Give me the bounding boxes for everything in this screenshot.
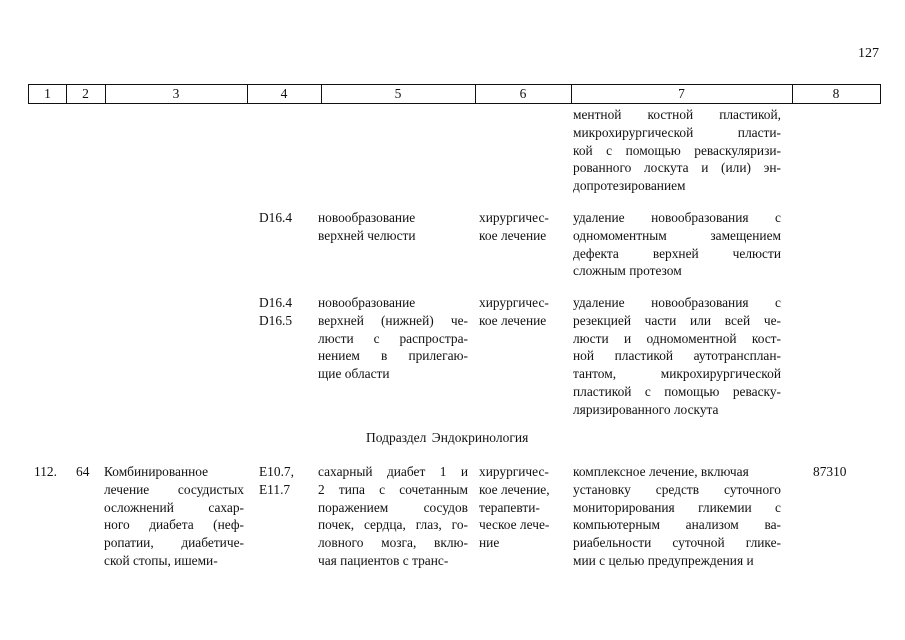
text-line: кой с помощью реваскуляризи- — [573, 142, 781, 158]
cost-value: 87310 — [813, 464, 847, 479]
text-line: компьютерным анализом ва- — [573, 517, 781, 533]
text-line: тантом, микрохирургической — [573, 366, 781, 382]
text-line: нением в прилегаю- — [318, 348, 468, 364]
header-col-2: 2 — [66, 85, 106, 103]
code: E11.7 — [259, 481, 291, 497]
text-line: почек, сердца, глаз, го- — [318, 517, 468, 533]
text-line: ческое лече- — [479, 517, 550, 533]
header-col-8: 8 — [832, 86, 840, 101]
text-line: ляризированного лоскута — [573, 401, 719, 417]
text-line: кое лечение — [479, 312, 547, 328]
text-line: хирургичес- — [479, 295, 549, 310]
text-line: рованного лоскута и (или) эн- — [573, 160, 781, 176]
subsection-title: Подраздел Эндокринология — [366, 430, 529, 445]
text-line: люсти и одномоментной кост- — [573, 330, 781, 346]
code: D16.5 — [259, 312, 293, 328]
text-line: 2 типа с сочетанным — [318, 481, 468, 497]
text-line: осложнений сахар- — [104, 499, 244, 515]
method-continuation — [573, 106, 781, 195]
code: D16.4 — [259, 295, 293, 310]
row-a-model — [318, 209, 416, 245]
text-line: люсти с распростра- — [318, 330, 468, 346]
header-col-4: 4 — [247, 85, 322, 103]
row-number: 112. — [34, 464, 57, 479]
text-line: хирургичес- — [479, 210, 549, 225]
text-line: сахарный диабет 1 и — [318, 464, 468, 479]
row-112-cost — [813, 463, 846, 481]
text-line: допротезированием — [573, 178, 686, 194]
text-line: ной пластикой аутотрансплан- — [573, 348, 781, 364]
text-line: ментной костной пластикой, — [573, 107, 781, 122]
row-a-type — [479, 209, 549, 245]
text-line: новообразование — [318, 210, 416, 225]
text-line: ного диабета (неф- — [104, 517, 244, 533]
header-col-5: 5 — [321, 85, 476, 103]
row-112-number — [34, 463, 57, 481]
text-line: одномоментным замещением — [573, 227, 781, 243]
row-a-method — [573, 209, 781, 280]
row-b-model — [318, 294, 468, 383]
header-col-3: 3 — [105, 85, 248, 103]
text-line: установку средств суточного — [573, 481, 781, 497]
row-112-type — [479, 463, 550, 552]
text-line: чая пациентов с транс- — [318, 552, 449, 568]
text-line: кое лечение, — [479, 481, 550, 497]
code: E10.7, — [259, 464, 294, 479]
text-line: мии с целью предупреждения и — [573, 552, 754, 568]
text-line: мониторирования гликемии с — [573, 499, 781, 515]
header-col-1: 1 — [29, 85, 67, 103]
code: D16.4 — [259, 210, 293, 225]
row-b-codes — [259, 294, 292, 330]
text-line: верхней челюсти — [318, 227, 416, 243]
row-a-codes — [259, 209, 292, 227]
text-line: Комбинированное — [104, 464, 209, 479]
table-header-row — [28, 84, 881, 104]
header-col-6: 6 — [475, 85, 572, 103]
text-line: сложным протезом — [573, 263, 682, 279]
row-112-name — [104, 463, 244, 570]
text-line: ние — [479, 535, 500, 551]
row-112-model — [318, 463, 468, 570]
text-line: хирургичес- — [479, 464, 549, 479]
text-line: щие области — [318, 366, 390, 382]
group-number: 64 — [76, 464, 90, 479]
text-line: поражением сосудов — [318, 499, 468, 515]
text-line: ской стопы, ишеми- — [104, 552, 218, 568]
text-line: удаление новообразования с — [573, 210, 781, 225]
header-col-7: 7 — [571, 85, 793, 103]
row-112-group — [76, 463, 89, 481]
row-112-codes — [259, 463, 294, 499]
text-line: ропатии, диабетиче- — [104, 535, 244, 551]
text-line: ловного мозга, вклю- — [318, 535, 468, 551]
text-line: лечение сосудистых — [104, 481, 244, 497]
text-line: верхней (нижней) че- — [318, 312, 468, 328]
text-line: резекцией части или всей че- — [573, 312, 781, 328]
row-112-method — [573, 463, 781, 570]
row-b-method — [573, 294, 781, 419]
page-number: 127 — [858, 46, 879, 61]
text-line: комплексное лечение, включая — [573, 464, 749, 479]
text-line: дефекта верхней челюсти — [573, 245, 781, 261]
text-line: микрохирургической пласти- — [573, 124, 781, 140]
text-line: терапевти- — [479, 499, 540, 515]
row-b-type — [479, 294, 549, 330]
text-line: риабельности суточной глике- — [573, 535, 781, 551]
text-line: удаление новообразования с — [573, 295, 781, 310]
text-line: новообразование — [318, 295, 416, 310]
text-line: кое лечение — [479, 227, 547, 243]
text-line: пластикой с помощью реваску- — [573, 383, 781, 399]
